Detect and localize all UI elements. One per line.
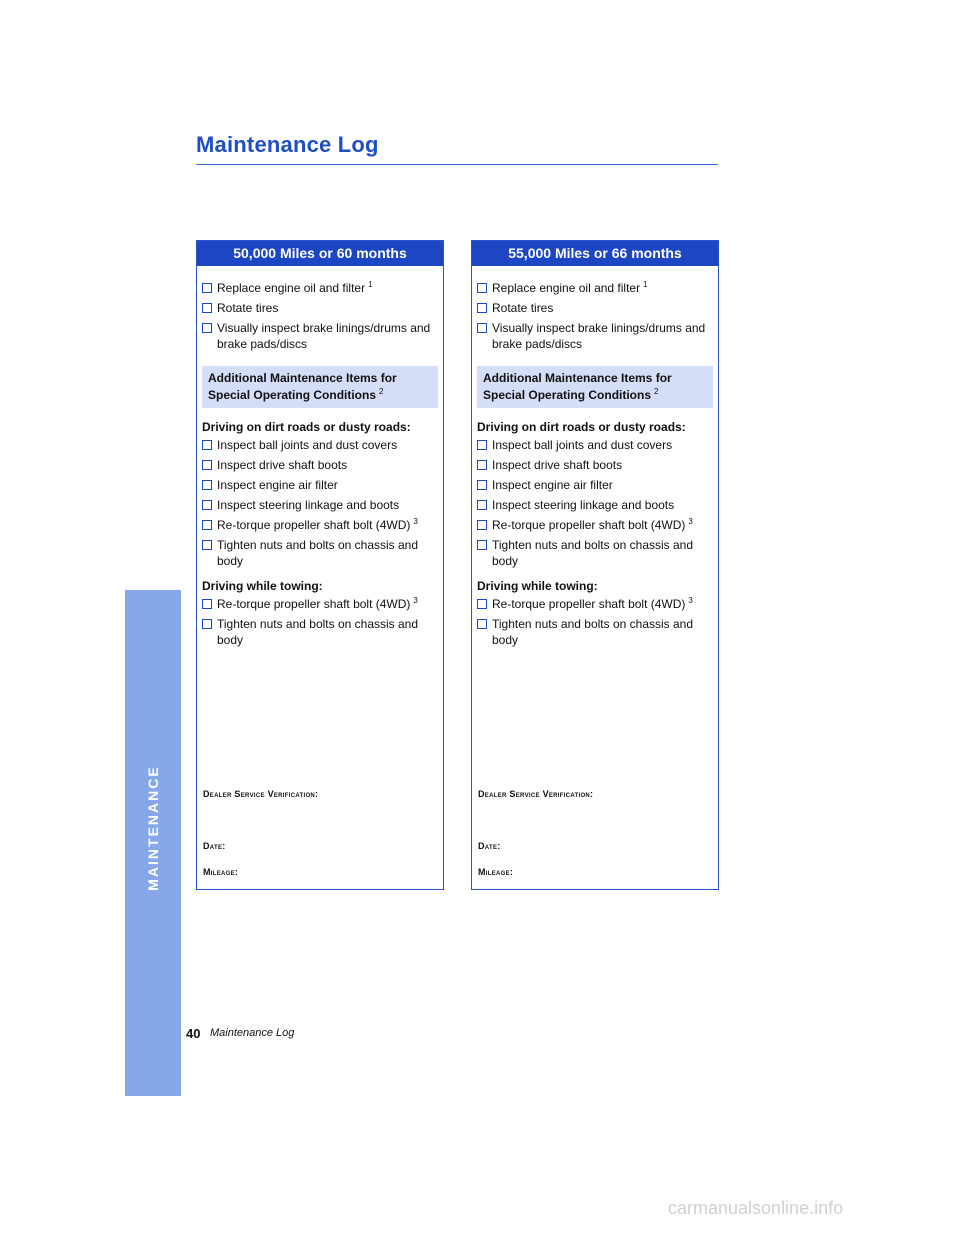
checklist-item[interactable]: Visually inspect brake linings/drums and brake pads/discs bbox=[477, 320, 713, 352]
checklist-item[interactable]: Inspect engine air filter bbox=[202, 477, 438, 493]
checklist-item[interactable]: Visually inspect brake linings/drums and brake pads/discs bbox=[202, 320, 438, 352]
footnote-ref: 3 bbox=[688, 596, 693, 605]
checkbox-icon[interactable] bbox=[477, 540, 487, 550]
section-title: Driving while towing: bbox=[202, 579, 323, 593]
section-title: Driving on dirt roads or dusty roads: bbox=[202, 420, 411, 434]
footnote-ref: 3 bbox=[413, 596, 418, 605]
card-header: 55,000 Miles or 66 months bbox=[472, 241, 718, 266]
checkbox-icon[interactable] bbox=[477, 440, 487, 450]
service-card-55000 bbox=[471, 240, 719, 890]
card-body bbox=[197, 266, 443, 648]
page-number: 40 bbox=[186, 1026, 201, 1041]
checkbox-icon[interactable] bbox=[202, 599, 212, 609]
checklist-item[interactable]: Inspect drive shaft boots bbox=[202, 457, 438, 473]
date-label: Date: bbox=[203, 841, 226, 851]
dealer-verification-label: Dealer Service Verification: bbox=[203, 789, 319, 799]
checklist-item[interactable]: Tighten nuts and bolts on chassis and body bbox=[477, 616, 713, 648]
checklist-item[interactable]: Replace engine oil and filter $^1$ bbox=[477, 280, 713, 296]
footnote-ref: 2 bbox=[654, 387, 659, 396]
checklist-item[interactable]: Inspect steering linkage and boots bbox=[202, 497, 438, 513]
checkbox-icon[interactable] bbox=[477, 500, 487, 510]
mileage-label: Mileage: bbox=[203, 867, 239, 877]
footer-section-label: Maintenance Log bbox=[210, 1027, 295, 1039]
side-tab-label: MAINTENANCE bbox=[145, 765, 161, 891]
special-conditions-box: Additional Maintenance Items for Special Operating Conditions $^2$ bbox=[477, 366, 713, 408]
checkbox-icon[interactable] bbox=[477, 619, 487, 629]
dealer-verification-label: Dealer Service Verification: bbox=[478, 789, 594, 799]
checklist-item[interactable]: Inspect drive shaft boots bbox=[477, 457, 713, 473]
checkbox-icon[interactable] bbox=[477, 520, 487, 530]
checklist-item[interactable]: Tighten nuts and bolts on chassis and body bbox=[202, 616, 438, 648]
checkbox-icon[interactable] bbox=[477, 283, 487, 293]
checklist-item[interactable]: Tighten nuts and bolts on chassis and body bbox=[202, 537, 438, 569]
date-label: Date: bbox=[478, 841, 501, 851]
checklist-item[interactable]: Replace engine oil and filter $^1$ bbox=[202, 280, 438, 296]
checkbox-icon[interactable] bbox=[202, 460, 212, 470]
checkbox-icon[interactable] bbox=[477, 323, 487, 333]
page-title: Maintenance Log bbox=[196, 132, 379, 157]
card-body bbox=[472, 266, 718, 648]
checklist-item[interactable]: Re-torque propeller shaft bolt (4WD) $^3$ bbox=[477, 596, 713, 612]
title-divider bbox=[196, 164, 718, 165]
checklist-item[interactable]: Re-torque propeller shaft bolt (4WD) $^3$ bbox=[202, 596, 438, 612]
footnote-ref: 1 bbox=[368, 280, 373, 289]
service-card-50000 bbox=[196, 240, 444, 890]
watermark: carmanualsonline.info bbox=[668, 1198, 844, 1218]
checkbox-icon[interactable] bbox=[477, 480, 487, 490]
checkbox-icon[interactable] bbox=[202, 520, 212, 530]
footnote-ref: 1 bbox=[643, 280, 648, 289]
footnote-ref: 3 bbox=[413, 517, 418, 526]
checkbox-icon[interactable] bbox=[202, 440, 212, 450]
checklist-item[interactable]: Inspect engine air filter bbox=[477, 477, 713, 493]
checklist-item[interactable]: Inspect ball joints and dust covers bbox=[477, 437, 713, 453]
footnote-ref: 2 bbox=[379, 387, 384, 396]
checkbox-icon[interactable] bbox=[477, 599, 487, 609]
checkbox-icon[interactable] bbox=[202, 619, 212, 629]
checklist-item[interactable]: Re-torque propeller shaft bolt (4WD) $^3$ bbox=[202, 517, 438, 533]
section-title: Driving on dirt roads or dusty roads: bbox=[477, 420, 686, 434]
section-title: Driving while towing: bbox=[477, 579, 598, 593]
checklist-item[interactable]: Re-torque propeller shaft bolt (4WD) $^3$ bbox=[477, 517, 713, 533]
checkbox-icon[interactable] bbox=[202, 480, 212, 490]
checkbox-icon[interactable] bbox=[202, 540, 212, 550]
checkbox-icon[interactable] bbox=[202, 303, 212, 313]
mileage-label: Mileage: bbox=[478, 867, 514, 877]
footnote-ref: 3 bbox=[688, 517, 693, 526]
checklist-item[interactable]: Rotate tires bbox=[202, 300, 438, 316]
special-conditions-box: Additional Maintenance Items for Special Operating Conditions $^2$ bbox=[202, 366, 438, 408]
checklist-item[interactable]: Rotate tires bbox=[477, 300, 713, 316]
checkbox-icon[interactable] bbox=[202, 323, 212, 333]
checkbox-icon[interactable] bbox=[477, 303, 487, 313]
checklist-item[interactable]: Inspect steering linkage and boots bbox=[477, 497, 713, 513]
checkbox-icon[interactable] bbox=[477, 460, 487, 470]
checkbox-icon[interactable] bbox=[202, 283, 212, 293]
checklist-item[interactable]: Inspect ball joints and dust covers bbox=[202, 437, 438, 453]
checkbox-icon[interactable] bbox=[202, 500, 212, 510]
card-header: 50,000 Miles or 60 months bbox=[197, 241, 443, 266]
checklist-item[interactable]: Tighten nuts and bolts on chassis and body bbox=[477, 537, 713, 569]
